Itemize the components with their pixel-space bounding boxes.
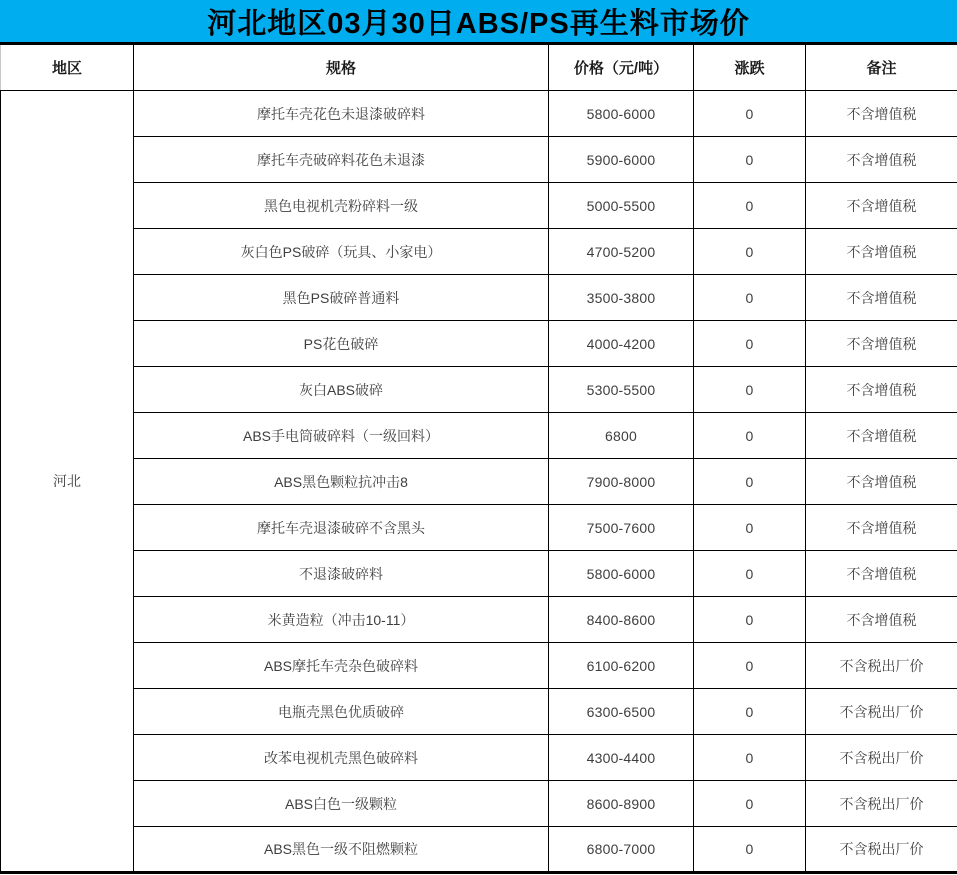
change-cell: 0	[694, 321, 806, 367]
table-row	[1, 275, 957, 321]
price-cell: 6100-6200	[549, 643, 694, 689]
table-row	[1, 459, 957, 505]
price-cell: 5800-6000	[549, 91, 694, 137]
note-cell: 不含增值税	[806, 551, 957, 597]
price-cell: 4300-4400	[549, 735, 694, 781]
spec-cell: 灰白色PS破碎（玩具、小家电）	[134, 229, 549, 275]
change-cell: 0	[694, 643, 806, 689]
price-cell: 4000-4200	[549, 321, 694, 367]
spec-cell: 改苯电视机壳黑色破碎料	[134, 735, 549, 781]
table-row	[1, 689, 957, 735]
note-cell: 不含税出厂价	[806, 643, 957, 689]
spec-cell: 不退漆破碎料	[134, 551, 549, 597]
price-cell: 6800	[549, 413, 694, 459]
price-cell: 7900-8000	[549, 459, 694, 505]
column-header-spec: 规格	[134, 45, 549, 91]
change-cell: 0	[694, 367, 806, 413]
price-cell: 5900-6000	[549, 137, 694, 183]
change-cell: 0	[694, 689, 806, 735]
price-cell: 8400-8600	[549, 597, 694, 643]
change-cell: 0	[694, 459, 806, 505]
spec-cell: ABS黑色颗粒抗冲击8	[134, 459, 549, 505]
spec-cell: ABS黑色一级不阻燃颗粒	[134, 827, 549, 873]
note-cell: 不含增值税	[806, 91, 957, 137]
header-row	[1, 45, 957, 91]
note-cell: 不含增值税	[806, 137, 957, 183]
column-header-region: 地区	[1, 45, 134, 91]
change-cell: 0	[694, 827, 806, 873]
change-cell: 0	[694, 781, 806, 827]
change-cell: 0	[694, 551, 806, 597]
column-header-change: 涨跌	[694, 45, 806, 91]
note-cell: 不含增值税	[806, 367, 957, 413]
table-row	[1, 183, 957, 229]
table-row	[1, 735, 957, 781]
change-cell: 0	[694, 505, 806, 551]
change-cell: 0	[694, 137, 806, 183]
table-row	[1, 781, 957, 827]
price-cell: 5000-5500	[549, 183, 694, 229]
note-cell: 不含增值税	[806, 183, 957, 229]
spec-cell: 灰白ABS破碎	[134, 367, 549, 413]
note-cell: 不含增值税	[806, 597, 957, 643]
table-row	[1, 367, 957, 413]
note-cell: 不含增值税	[806, 505, 957, 551]
region-cell: 河北	[1, 91, 134, 873]
table-row	[1, 321, 957, 367]
table-row	[1, 91, 957, 137]
change-cell: 0	[694, 735, 806, 781]
price-cell: 6800-7000	[549, 827, 694, 873]
price-cell: 6300-6500	[549, 689, 694, 735]
note-cell: 不含税出厂价	[806, 689, 957, 735]
table-row	[1, 229, 957, 275]
price-cell: 7500-7600	[549, 505, 694, 551]
spec-cell: 黑色电视机壳粉碎料一级	[134, 183, 549, 229]
spec-cell: 黑色PS破碎普通料	[134, 275, 549, 321]
note-cell: 不含增值税	[806, 321, 957, 367]
change-cell: 0	[694, 275, 806, 321]
table-row	[1, 413, 957, 459]
price-cell: 8600-8900	[549, 781, 694, 827]
spec-cell: 摩托车壳退漆破碎不含黑头	[134, 505, 549, 551]
change-cell: 0	[694, 91, 806, 137]
price-cell: 5300-5500	[549, 367, 694, 413]
table-row	[1, 827, 957, 873]
column-header-price: 价格（元/吨）	[549, 45, 694, 91]
title-bar	[0, 0, 957, 44]
price-table-header	[1, 45, 957, 91]
note-cell: 不含税出厂价	[806, 781, 957, 827]
change-cell: 0	[694, 413, 806, 459]
spec-cell: 摩托车壳花色未退漆破碎料	[134, 91, 549, 137]
table-row	[1, 505, 957, 551]
price-cell: 5800-6000	[549, 551, 694, 597]
price-table	[0, 44, 957, 874]
column-header-note: 备注	[806, 45, 957, 91]
note-cell: 不含增值税	[806, 229, 957, 275]
note-cell: 不含增值税	[806, 275, 957, 321]
price-cell: 3500-3800	[549, 275, 694, 321]
note-cell: 不含税出厂价	[806, 827, 957, 873]
table-row	[1, 597, 957, 643]
spec-cell: 米黄造粒（冲击10-11）	[134, 597, 549, 643]
table-row	[1, 137, 957, 183]
spec-cell: ABS手电筒破碎料（一级回料）	[134, 413, 549, 459]
change-cell: 0	[694, 229, 806, 275]
table-row	[1, 551, 957, 597]
spec-cell: ABS白色一级颗粒	[134, 781, 549, 827]
spec-cell: ABS摩托车壳杂色破碎料	[134, 643, 549, 689]
table-row	[1, 643, 957, 689]
page-title: 河北地区03月30日ABS/PS再生料市场价	[207, 7, 750, 40]
note-cell: 不含增值税	[806, 413, 957, 459]
change-cell: 0	[694, 183, 806, 229]
note-cell: 不含增值税	[806, 459, 957, 505]
spec-cell: 摩托车壳破碎料花色未退漆	[134, 137, 549, 183]
note-cell: 不含税出厂价	[806, 735, 957, 781]
price-table-body	[1, 91, 957, 873]
price-cell: 4700-5200	[549, 229, 694, 275]
spec-cell: 电瓶壳黑色优质破碎	[134, 689, 549, 735]
change-cell: 0	[694, 597, 806, 643]
spec-cell: PS花色破碎	[134, 321, 549, 367]
